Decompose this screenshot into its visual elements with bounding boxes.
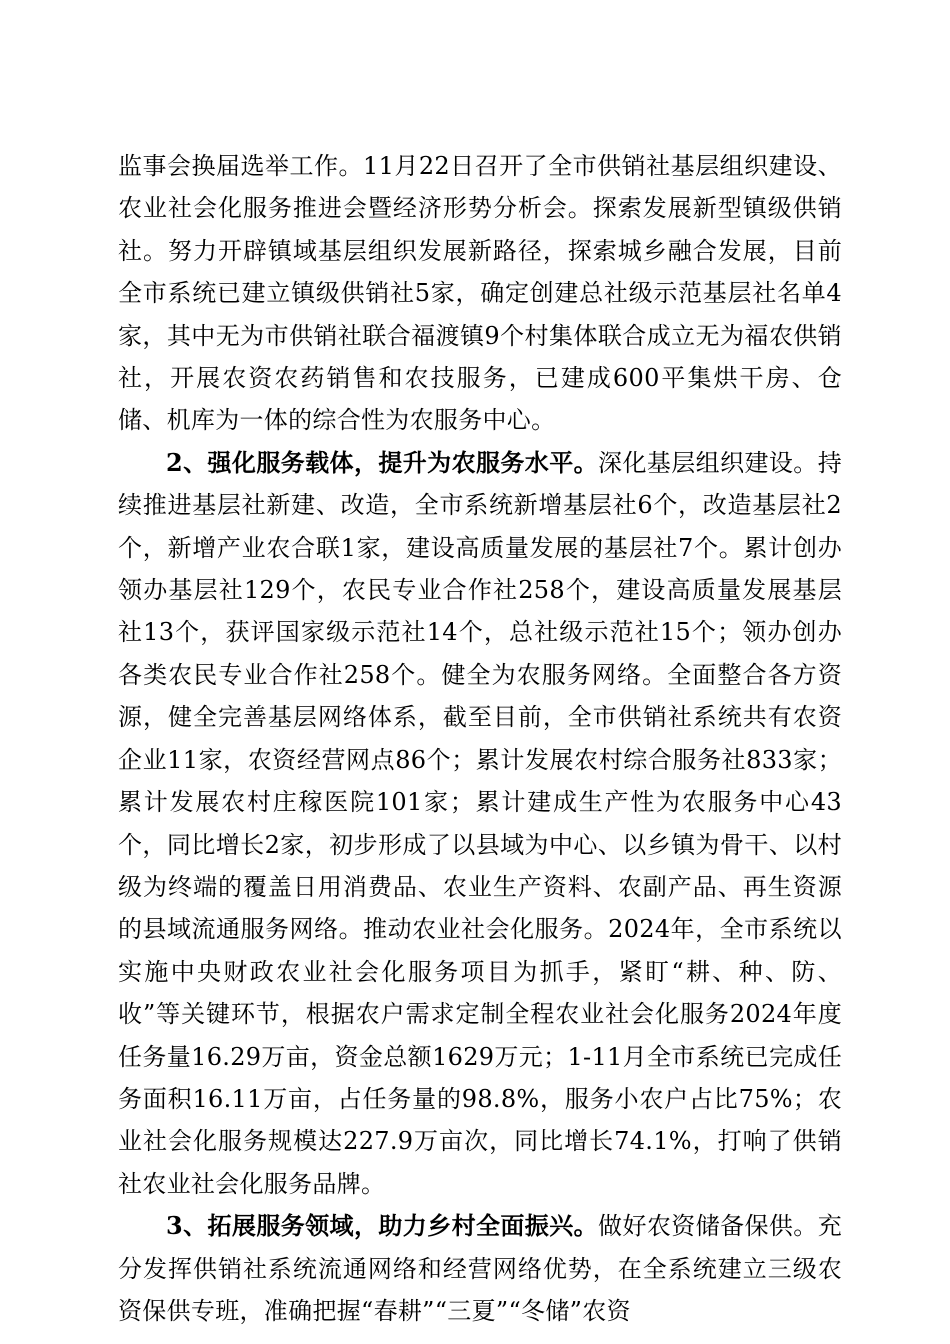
paragraph-3-heading: 3、拓展服务领域，助力乡村全面振兴。 [166,1211,599,1241]
paragraph-1 [118,145,842,442]
document-body [118,145,842,1332]
paragraph-2 [118,442,842,1205]
paragraph-3-text: 做好农资储备保供。充分发挥供销社系统流通网络和经营网络优势，在全系统建立三级农资保供专班，准确把握“春耕”“三夏”“冬储”农资 [118,1212,842,1325]
paragraph-2-text: 深化基层组织建设。持续推进基层社新建、改造，全市系统新增基层社6个，改造基层社2个，新增产业农合联1家，建设高质量发展的基层社7个。累计创办领办基层社129个，农民专业合作社258个，建设高质量发展基层社13个，获评国家级示范社14个，总社级示范社15个；领办创办各类农民专业合作社258个。健全为农服务网络。全面整合各方资源，健全完善基层网络体系，截至目前，全市供销社系统共有农资企业11家，农资经营网点86个；累计发展农村综合服务社833家；累计发展农村庄稼医院101家；累计建成生产性为农服务中心43个，同比增长2家，初步形成了以县域为中心、以乡镇为骨干、以村级为终端的覆盖日用消费品、农业生产资料、农副产品、再生资源的县域流通服务网络。推动农业社会化服务。2024年，全市系统以实施中央财政农业社会化服务项目为抓手，紧盯“耕、种、防、收”等关键环节，根据农户需求定制全程农业社会化服务2024年度任务量16.29万亩，资金总额1629万元；1-11月全市系统已完成任务面积16.11万亩，占任务量的98.8%，服务小农户占比75%；农业社会化服务规模达227.9万亩次，同比增长74.1%，打响了供销社农业社会化服务品牌。 [118,448,843,1198]
paragraph-3 [118,1205,842,1332]
paragraph-2-heading: 2、强化服务载体，提升为农服务水平。 [166,447,599,477]
paragraph-1-text: 监事会换届选举工作。11月22日召开了全市供销社基层组织建设、农业社会化服务推进会暨经济形势分析会。探索发展新型镇级供销社。努力开辟镇域基层组织发展新路径，探索城乡融合发展，目前全市系统已建立镇级供销社5家，确定创建总社级示范基层社名单4家，其中无为市供销社联合福渡镇9个村集体联合成立无为福农供销社，开展农资农药销售和农技服务，已建成600平集烘干房、仓储、机库为一体的综合性为农服务中心。 [118,152,842,435]
